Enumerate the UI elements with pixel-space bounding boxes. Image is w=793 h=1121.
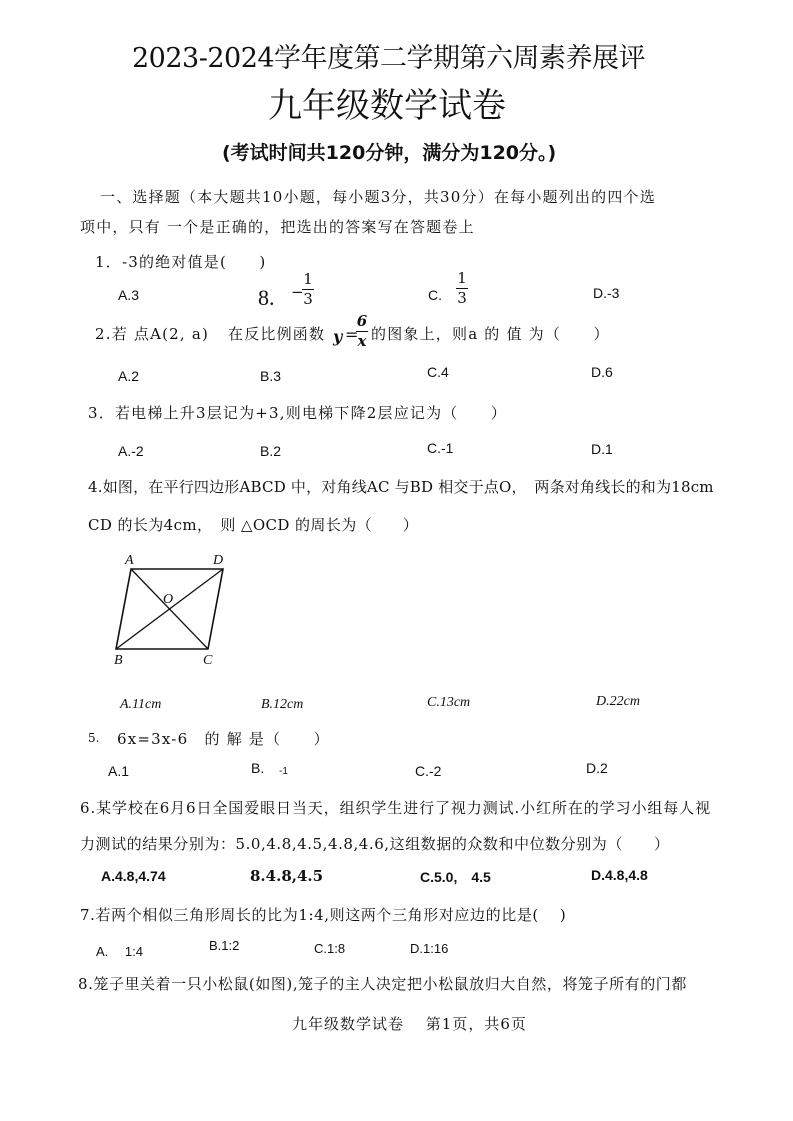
question-7-stem: 7.若两个相似三角形周长的比为1:4,则这两个三角形对应边的比是( ) [80, 906, 567, 924]
fraction-denominator: 3 [303, 290, 313, 308]
question-1-option-c-fraction [456, 271, 468, 306]
question-5-option-c: C.-2 [415, 763, 442, 779]
question-6-stem-line2: 力测试的结果分别为：5.0,4.8,4.5,4.8,4.6,这组数据的众数和中位数分别为（ ） [80, 835, 670, 853]
fraction-numerator: 1 [457, 269, 467, 287]
question-6-option-a: A.4.8,4.74 [101, 868, 166, 884]
question-8-stem-line1: 8.笼子里关着一只小松鼠(如图),笼子的主人决定把小松鼠放归大自然，将笼子所有的门都 [78, 975, 687, 993]
question-5-option-b-label: B. [251, 760, 265, 776]
exam-subject-title: 九年级数学试卷 [268, 86, 506, 126]
question-3-option-d: D.1 [591, 441, 613, 457]
question-6-option-d: D.4.8,4.8 [591, 867, 648, 883]
fraction-numerator: 6 [356, 312, 368, 330]
question-4-option-a: A.11cm [120, 697, 162, 712]
question-1-option-b-label: 8. [258, 285, 275, 310]
question-3-stem: 3．若电梯上升3层记为+3,则电梯下降2层应记为（ ） [88, 404, 508, 422]
question-3-option-a: A.-2 [118, 443, 144, 459]
question-2-option-a: A.2 [118, 368, 140, 384]
question-2-equals: = [345, 325, 359, 344]
question-4-option-d: D.22cm [596, 694, 640, 709]
question-4-option-b: B.12cm [261, 697, 304, 712]
question-2-option-d: D.6 [591, 364, 613, 380]
question-6-option-b: 8.4.8,4.5 [250, 867, 324, 885]
question-1-option-d: D.-3 [593, 285, 620, 301]
vertex-label-d: D [213, 553, 224, 568]
question-2-stem-prefix: 2.若 点A(2, a) [95, 325, 210, 343]
question-2-fraction [356, 314, 368, 349]
question-3-option-c: C.-1 [427, 440, 454, 456]
question-5-stem: 6x=3x-6 的 解 是（ ） [117, 730, 330, 748]
question-2-option-b: B.3 [260, 368, 282, 384]
question-5-option-a: A.1 [108, 763, 130, 779]
question-5-option-d: D.2 [586, 760, 608, 776]
vertex-label-c: C [203, 653, 213, 668]
section-intro-line2: 项中，只有 一个是正确的，把选出的答案写在答题卷上 [80, 218, 475, 236]
question-1-option-a: A.3 [118, 287, 140, 303]
question-2-stem-suffix: 的图象上，则a 的 值 为（ ） [371, 325, 610, 343]
question-4-stem-line1: 4.如图，在平行四边形ABCD 中，对角线AC 与BD 相交于点O， 两条对角线长的和为18cm [88, 478, 714, 496]
question-7-option-b: B.1:2 [209, 938, 240, 953]
question-2-option-c: C.4 [427, 364, 449, 380]
question-6-option-c: C.5.0, 4.5 [420, 869, 491, 885]
diagonal-bd [116, 569, 223, 649]
center-label-o: O [163, 592, 174, 607]
question-2-stem-mid: 在反比例函数 [228, 325, 326, 343]
question-6-stem-line1: 6.某学校在6月6日全国爱眼日当天，组织学生进行了视力测试.小红所在的学习小组每人视 [80, 799, 711, 817]
question-5-option-b-value: -1 [279, 766, 288, 777]
question-4-stem-line2: CD 的长为4cm， 则 △OCD 的周长为（ ） [88, 516, 419, 534]
vertex-label-b: B [114, 653, 123, 668]
question-1-stem: 1．-3的绝对值是( ) [95, 253, 267, 271]
question-1-option-b-sign: − [291, 283, 304, 301]
parallelogram-figure [108, 552, 238, 672]
question-5-number: 5. [88, 731, 100, 745]
question-1-option-b-fraction [302, 272, 314, 307]
fraction-numerator: 1 [303, 270, 313, 288]
question-2-y-variable: y [333, 327, 343, 346]
question-4-option-c: C.13cm [427, 695, 471, 710]
page-footer: 九年级数学试卷 第1页，共6页 [292, 1015, 527, 1033]
fraction-denominator: 3 [457, 289, 467, 307]
vertex-label-a: A [125, 553, 134, 568]
fraction-denominator: x [357, 332, 367, 350]
question-7-option-a: A. 1:4 [96, 944, 143, 959]
question-1-option-c-label: C. [428, 287, 442, 303]
question-7-option-d: D.1:16 [410, 941, 449, 956]
question-7-option-c: C.1:8 [314, 941, 346, 956]
question-3-option-b: B.2 [260, 443, 282, 459]
exam-time-note: (考试时间共120分钟，满分为120分。) [222, 142, 557, 164]
exam-header-title: 2023-2024学年度第二学期第六周素养展评 [132, 43, 646, 74]
section-intro-line1: 一、选择题（本大题共10小题，每小题3分，共30分）在每小题列出的四个选 [100, 188, 656, 206]
